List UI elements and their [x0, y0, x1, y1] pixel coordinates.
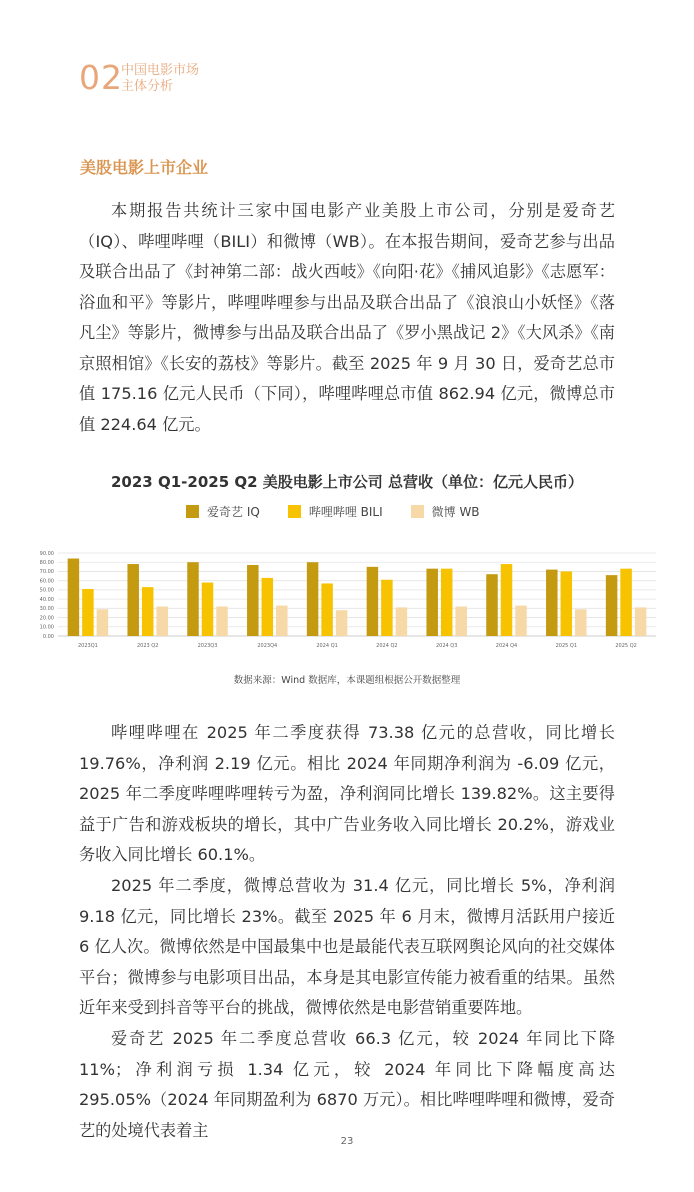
bar-bili	[441, 569, 453, 636]
bar-bili	[262, 578, 274, 636]
y-tick-label: 60.00	[39, 578, 54, 585]
subheading: 美股电影上市企业	[80, 158, 209, 177]
y-tick-label: 20.00	[39, 615, 54, 622]
section-number: 02	[79, 58, 123, 97]
chart-source-note: 数据来源：Wind 数据库，本课题组根据公开数据整理	[233, 675, 461, 686]
bar-bili	[82, 589, 94, 636]
bar-iq	[546, 570, 558, 636]
y-tick-label: 70.00	[39, 569, 54, 576]
x-tick-label: 2023Q4	[257, 643, 278, 649]
page-number: 23	[340, 1136, 354, 1147]
chart-title: 2023 Q1-2025 Q2 美股电影上市公司 总营收（单位：亿元人民币）	[111, 473, 583, 491]
x-tick-label: 2024 Q3	[435, 643, 458, 649]
section-title-line2: 主体分析	[121, 79, 174, 94]
revenue-bar-chart	[30, 545, 660, 657]
x-tick-label: 2025 Q2	[615, 643, 637, 649]
bar-iq	[247, 565, 258, 636]
y-tick-label: 30.00	[39, 606, 54, 613]
bar-bili	[561, 571, 573, 636]
bar-wb	[396, 607, 408, 636]
paragraph-3: 2025 年二季度，微博总营收为 31.4 亿元，同比增长 5%，净利润 9.18 亿元，同比增长 23%。截至 2025 年 6 月末，微博月活跃用户接近 6 亿人次。微博依然是中国最集中也是最能代表互联网舆论风向的社交媒体平台；微博参与电影项目出品，本身是其电影宣传能力被看重的结果。虽然近年来受到抖音等平台的挑战，微博依然是电影营销重要阵地。	[79, 876, 615, 1017]
section-title-line1: 中国电影市场	[121, 63, 200, 78]
bar-iq	[486, 574, 498, 636]
bar-bili	[620, 569, 632, 636]
bar-wb	[575, 609, 587, 636]
bar-wb	[97, 609, 109, 636]
section-title	[121, 63, 199, 95]
bar-wb	[515, 606, 527, 636]
legend-item-bili	[288, 503, 383, 520]
legend-item-wb	[411, 503, 480, 520]
x-tick-label: 2024 Q4	[495, 643, 518, 649]
bar-iq	[127, 564, 139, 636]
x-tick-label: 2024 Q2	[376, 643, 398, 649]
y-tick-label: 50.00	[39, 587, 54, 594]
bar-bili	[202, 583, 214, 636]
paragraph-1: 本期报告共统计三家中国电影产业美股上市公司，分别是爱奇艺（IQ）、哔哩哔哩（BILI）和微博（WB）。在本报告期间，爱奇艺参与出品及联合出品了《封神第二部：战火西岐》《向阳·花》《捕风追影》《志愿军：浴血和平》等影片，哔哩哔哩参与出品及联合出品了《浪浪山小妖怪》《落凡尘》等影片，微博参与出品及联合出品了《罗小黑战记 2》《大风杀》《南京照相馆》《长安的荔枝》等影片。截至 2025 年 9 月 30 日，爱奇艺总市值 175.16 亿元人民币（下同），哔哩哔哩总市值 862.94 亿元，微博总市值 224.64 亿元。	[79, 201, 615, 434]
legend-swatch-iq	[186, 505, 199, 518]
bar-bili	[321, 583, 333, 636]
paragraph-4: 爱奇艺 2025 年二季度总营收 66.3 亿元，较 2024 年同比下降 11%；净利润亏损 1.34 亿元，较 2024 年同比下降幅度高达 295.05%（2024 年同期盈利为 6870 万元）。相比哔哩哔哩和微博，爱奇艺的处境代表着主	[79, 1029, 615, 1140]
bar-wb	[336, 610, 348, 636]
bar-bili	[381, 580, 393, 636]
bar-bili	[501, 564, 513, 636]
legend-label-iq: 爱奇艺 IQ	[207, 505, 260, 519]
bar-wb	[635, 607, 647, 636]
x-tick-label: 2023Q3	[197, 643, 218, 649]
y-tick-label: 0.00	[42, 633, 54, 640]
bar-iq	[606, 575, 618, 636]
y-tick-label: 10.00	[39, 624, 54, 631]
chart-legend	[186, 503, 480, 520]
legend-item-iq	[186, 503, 260, 520]
bar-bili	[142, 587, 154, 636]
bar-iq	[367, 567, 379, 636]
bar-wb	[455, 606, 467, 636]
paragraph-2: 哔哩哔哩在 2025 年二季度获得 73.38 亿元的总营收，同比增长 19.76%，净利润 2.19 亿元。相比 2024 年同期净利润为 -6.09 亿元，2025 年二季度哔哩哔哩转亏为盈，净利润同比增长 139.82%。这主要得益于广告和游戏板块的增长，其中广告业务收入同比增长 20.2%，游戏业务收入同比增长 60.1%。	[79, 723, 615, 864]
y-tick-label: 90.00	[39, 550, 54, 557]
bar-iq	[426, 569, 438, 636]
x-tick-label: 2025 Q1	[555, 643, 578, 649]
x-tick-label: 2024 Q1	[316, 643, 338, 649]
legend-swatch-wb	[411, 505, 424, 518]
bar-wb	[156, 606, 168, 636]
bar-wb	[216, 606, 228, 636]
x-tick-label: 2023 Q2	[136, 643, 159, 649]
bar-iq	[68, 559, 80, 636]
x-tick-label: 2023Q1	[77, 643, 98, 649]
legend-swatch-bili	[288, 505, 301, 518]
bar-iq	[307, 562, 319, 636]
bar-iq	[187, 562, 199, 636]
legend-label-wb: 微博 WB	[431, 505, 480, 519]
bar-wb	[276, 606, 288, 636]
y-tick-label: 40.00	[39, 596, 54, 603]
legend-label-bili: 哔哩哔哩 BILI	[308, 505, 383, 519]
y-tick-label: 80.00	[39, 560, 54, 567]
